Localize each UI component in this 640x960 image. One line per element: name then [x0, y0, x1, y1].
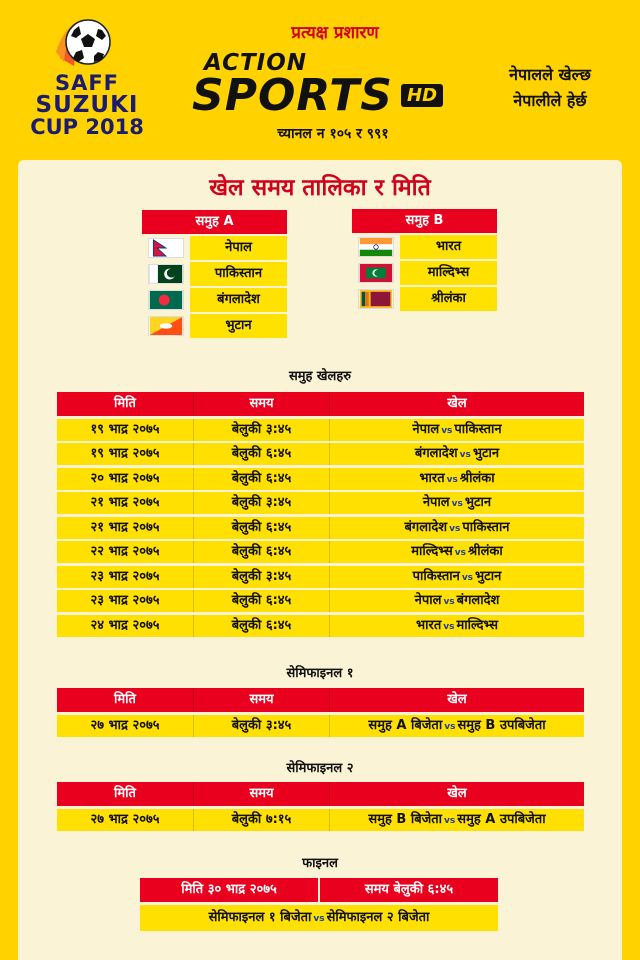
away-team: समुह B उपबिजेता: [457, 717, 546, 733]
match-fixture: [329, 715, 584, 737]
vs-label: vs: [443, 621, 455, 632]
match-date: २१ भाद्र २०७५: [90, 495, 160, 510]
away-team: श्रीलंका: [459, 470, 495, 486]
col-time: समय: [193, 688, 329, 712]
match-time: बेलुकी ३:४५: [193, 715, 329, 737]
team-row: [352, 261, 497, 285]
semifinal2-title: सेमिफाइनल २: [286, 761, 354, 776]
match-date: २० भाद्र २०७५: [90, 470, 160, 486]
team-name: श्रीलंका: [400, 287, 497, 311]
col-match: खेल: [329, 782, 584, 806]
table-row: [57, 443, 584, 465]
final-fixture: [140, 905, 498, 931]
srilanka-flag-icon: [358, 289, 394, 309]
table-header: [57, 782, 584, 806]
away-team: समुह A उपबिजेता: [457, 811, 546, 827]
group-stage-table: [57, 392, 584, 637]
match-time: बेलुकी ६:४५: [193, 443, 329, 465]
match-date: २७ भाद्र २०७५: [90, 811, 160, 827]
final-date: मिति ३० भाद्र २०७५: [181, 882, 277, 897]
team-row: [142, 288, 287, 312]
team-row: [142, 236, 287, 260]
away-team: बंगलादेश: [456, 593, 500, 608]
vs-label: vs: [443, 597, 455, 607]
vs-label: vs: [449, 523, 461, 534]
col-match: खेल: [329, 688, 584, 712]
away-team: सेमिफाइनल २ बिजेता: [326, 910, 430, 925]
brand-action: ACTION: [204, 50, 308, 76]
table-row: [57, 541, 584, 563]
table-row: [57, 590, 584, 612]
table-row: [57, 492, 584, 514]
match-time: बेलुकी ६:४५: [193, 468, 329, 490]
home-team: नेपाल: [422, 495, 450, 510]
match-time: बेलुकी ७:१५: [193, 809, 329, 831]
match-fixture: [329, 566, 584, 588]
col-date: मिति: [114, 396, 136, 411]
vs-label: vs: [444, 721, 456, 732]
home-team: बंगलादेश: [414, 446, 458, 461]
vs-label: vs: [451, 499, 463, 509]
vs-label: vs: [441, 425, 453, 436]
saff-logo: [22, 10, 152, 145]
brand-sports: SPORTS: [192, 70, 393, 121]
channel-label: च्यानल न १०५ र ९९१: [277, 126, 389, 142]
home-team: भारत: [416, 617, 442, 633]
nepal-flag-icon: [148, 238, 184, 258]
match-date: २३ भाद्र २०७५: [90, 568, 160, 584]
table-row: [57, 715, 584, 737]
table-row: [57, 566, 584, 588]
football-icon: [54, 14, 112, 72]
group-b: [352, 209, 497, 311]
group-b-header: समुह B: [352, 209, 497, 233]
home-team: बंगलादेश: [404, 519, 448, 535]
team-name: भारत: [400, 235, 497, 259]
match-fixture: [329, 615, 584, 637]
semifinal1-title: सेमिफाइनल १: [286, 666, 354, 681]
match-fixture: [329, 468, 584, 490]
vs-label: vs: [459, 450, 471, 460]
team-name: माल्दिभ्स: [400, 261, 497, 285]
match-date: २७ भाद्र २०७५: [90, 717, 160, 733]
match-fixture: [329, 541, 584, 563]
vs-label: vs: [461, 572, 474, 583]
final-box: [140, 878, 498, 931]
tagline-line2: नेपालीले हेर्छ: [513, 91, 587, 110]
home-team: समुह B बिजेता: [368, 811, 443, 827]
semifinal2-table: [57, 782, 584, 831]
bhutan-flag-icon: [148, 316, 184, 336]
match-fixture: [329, 517, 584, 539]
team-row: [142, 262, 287, 286]
away-team: पाकिस्तान: [454, 421, 502, 437]
match-time: बेलुकी ३:४५: [193, 492, 329, 514]
match-date: १९ भाद्र २०७५: [90, 421, 160, 437]
match-date: २३ भाद्र २०७५: [90, 593, 160, 608]
team-name: भुटान: [190, 314, 287, 338]
team-name: पाकिस्तान: [190, 262, 287, 286]
away-team: भुटान: [464, 495, 492, 510]
final-title: फाइनल: [302, 856, 338, 871]
home-team: भारत: [419, 470, 445, 486]
india-flag-icon: [358, 237, 394, 257]
home-team: माल्दिभ्स: [411, 544, 453, 559]
logo-line-saff: SAFF: [54, 71, 120, 95]
bangladesh-flag-icon: [148, 290, 184, 310]
match-time: बेलुकी ६:४५: [193, 541, 329, 563]
tagline: [470, 62, 630, 114]
match-fixture: [329, 419, 584, 441]
vs-label: vs: [313, 914, 325, 924]
tagline-line1: नेपालले खेल्छ: [509, 65, 591, 84]
away-team: भुटान: [475, 568, 502, 584]
match-date: २२ भाद्र २०७५: [90, 544, 160, 559]
match-time: बेलुकी ६:४५: [193, 517, 329, 539]
table-header: [57, 392, 584, 416]
panel-title: खेल समय तालिका र मिति: [209, 175, 431, 201]
vs-label: vs: [446, 474, 458, 485]
table-row: [57, 809, 584, 831]
team-name: नेपाल: [190, 236, 287, 260]
home-team: नेपाल: [414, 593, 442, 608]
pakistan-flag-icon: [148, 264, 184, 284]
logo-line-cup: CUP 2018: [30, 115, 144, 139]
col-time: समय: [193, 782, 329, 806]
final-header: [140, 878, 498, 902]
match-fixture: [329, 809, 584, 831]
team-row: [352, 235, 497, 259]
match-date: १९ भाद्र २०७५: [90, 446, 160, 461]
group-a: [142, 210, 287, 338]
match-fixture: [329, 590, 584, 612]
match-time: बेलुकी ३:४५: [193, 566, 329, 588]
home-team: सेमिफाइनल १ बिजेता: [208, 910, 312, 925]
final-time: समय बेलुकी ६:४५: [318, 878, 498, 902]
brand-hd-badge: HD: [401, 84, 443, 107]
home-team: समुह A बिजेता: [368, 717, 443, 733]
table-row: [57, 517, 584, 539]
action-sports-logo: [188, 50, 453, 122]
match-date: २१ भाद्र २०७५: [90, 519, 160, 535]
match-time: बेलुकी ३:४५: [193, 419, 329, 441]
logo-line-suzuki: SUZUKI: [35, 92, 139, 118]
home-team: पाकिस्तान: [412, 568, 460, 584]
live-broadcast-label: प्रत्यक्ष प्रशारण: [291, 23, 379, 43]
table-header: [57, 688, 584, 712]
vs-label: vs: [444, 815, 456, 826]
maldives-flag-icon: [358, 263, 394, 283]
header: [0, 0, 640, 160]
semifinal1-table: [57, 688, 584, 737]
team-row: [352, 287, 497, 311]
col-match: खेल: [329, 392, 584, 416]
table-row: [57, 468, 584, 490]
col-date: मिति: [114, 692, 136, 707]
away-team: माल्दिभ्स: [456, 617, 498, 633]
home-team: नेपाल: [412, 421, 440, 437]
group-a-header: समुह A: [142, 210, 287, 234]
col-time: समय: [193, 392, 329, 416]
table-row: [57, 419, 584, 441]
vs-label: vs: [454, 548, 466, 558]
away-team: श्रीलंका: [468, 544, 503, 559]
match-time: बेलुकी ६:४५: [193, 615, 329, 637]
match-fixture: [329, 443, 584, 465]
match-time: बेलुकी ६:४५: [193, 590, 329, 612]
away-team: भुटान: [472, 446, 500, 461]
away-team: पाकिस्तान: [462, 519, 510, 535]
table-row: [57, 615, 584, 637]
group-stage-title: समुह खेलहरु: [288, 369, 352, 384]
team-row: [142, 314, 287, 338]
match-date: २४ भाद्र २०७५: [90, 617, 160, 633]
group-stage-rows: [57, 419, 584, 637]
col-date: मिति: [114, 786, 136, 801]
match-fixture: [329, 492, 584, 514]
team-name: बंगलादेश: [190, 288, 287, 312]
